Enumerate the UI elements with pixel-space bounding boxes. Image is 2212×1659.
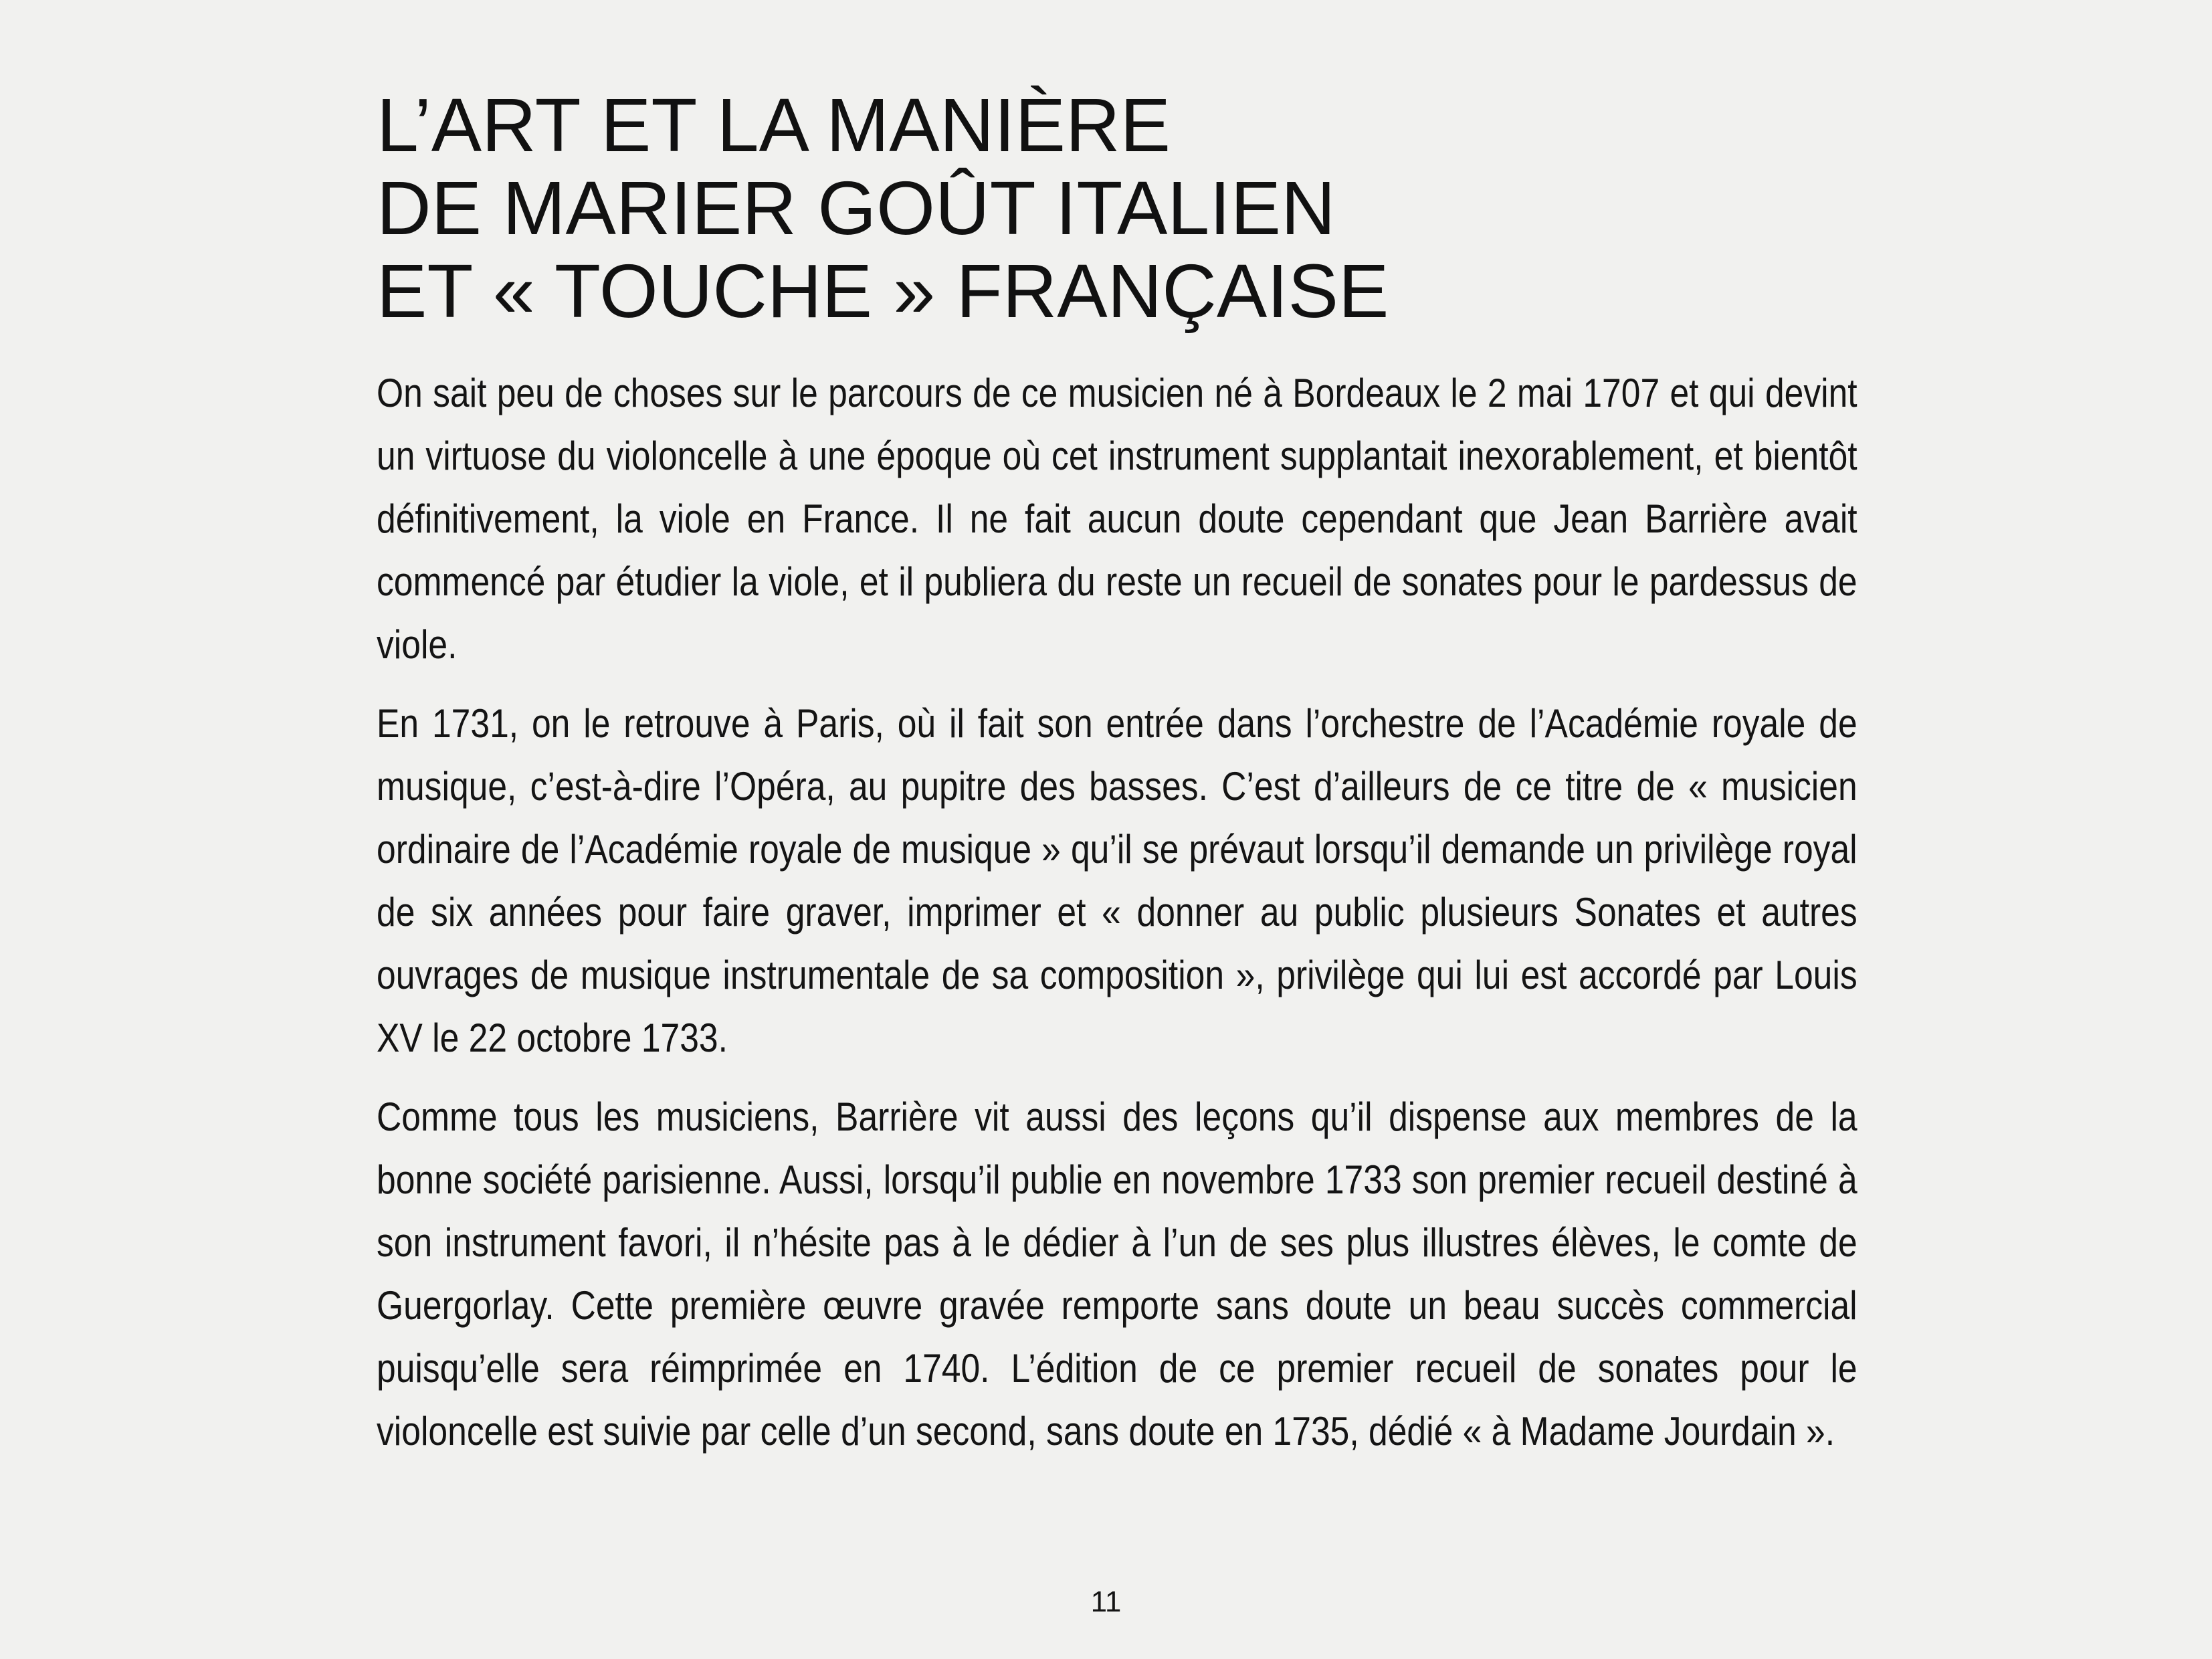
page-content [377,84,1857,1479]
paragraph-1: On sait peu de choses sur le parcours de ce musicien né à Bordeaux le 2 mai 1707 et qui devint un virtuose du violoncelle à une époque où cet instrument supplantait inexorablement, et bientôt définitivement, la viole en France. Il ne fait aucun doute cependant que Jean Barrière avait commencé par étudier la viole, et il publiera du reste un recueil de sonates pour le pardessus de viole. [377,371,1857,667]
paragraph-3: Comme tous les musiciens, Barrière vit aussi des leçons qu’il dispense aux membres de la bonne société parisienne. Aussi, lorsqu’il publie en novembre 1733 son premier recueil destiné à son instrument favori, il n’hésite pas à le dédier à l’un de ses plus illustres élèves, le comte de Guergorlay. Cette première œuvre gravée remporte sans doute un beau succès commercial puisqu’elle sera réimprimée en 1740. L’édition de ce premier recueil de sonates pour le violoncelle est suivie par celle d’un second, sans doute en 1735, dédié « à Madame Jourdain ». [377,1094,1857,1454]
title-line-2: DE MARIER GOÛT ITALIEN [377,166,1336,250]
paragraph-2: En 1731, on le retrouve à Paris, où il fait son entrée dans l’orchestre de l’Académie royale de musique, c’est-à-dire l’Opéra, au pupitre des basses. C’est d’ailleurs de ce titre de « musicien ordinaire de l’Académie royale de musique » qu’il se prévaut lorsqu’il demande un privilège royal de six années pour faire graver, imprimer et « donner au public plusieurs Sonates et autres ouvrages de musique instrumentale de sa composition », privilège qui lui est accordé par Louis XV le 22 octobre 1733. [377,701,1857,1060]
page-title [377,84,1857,332]
body-text [377,362,1857,1463]
page-number: 11 [1090,1585,1122,1618]
title-line-1: L’ART ET LA MANIÈRE [377,83,1171,167]
title-line-3: ET « TOUCHE » FRANÇAISE [377,249,1389,333]
